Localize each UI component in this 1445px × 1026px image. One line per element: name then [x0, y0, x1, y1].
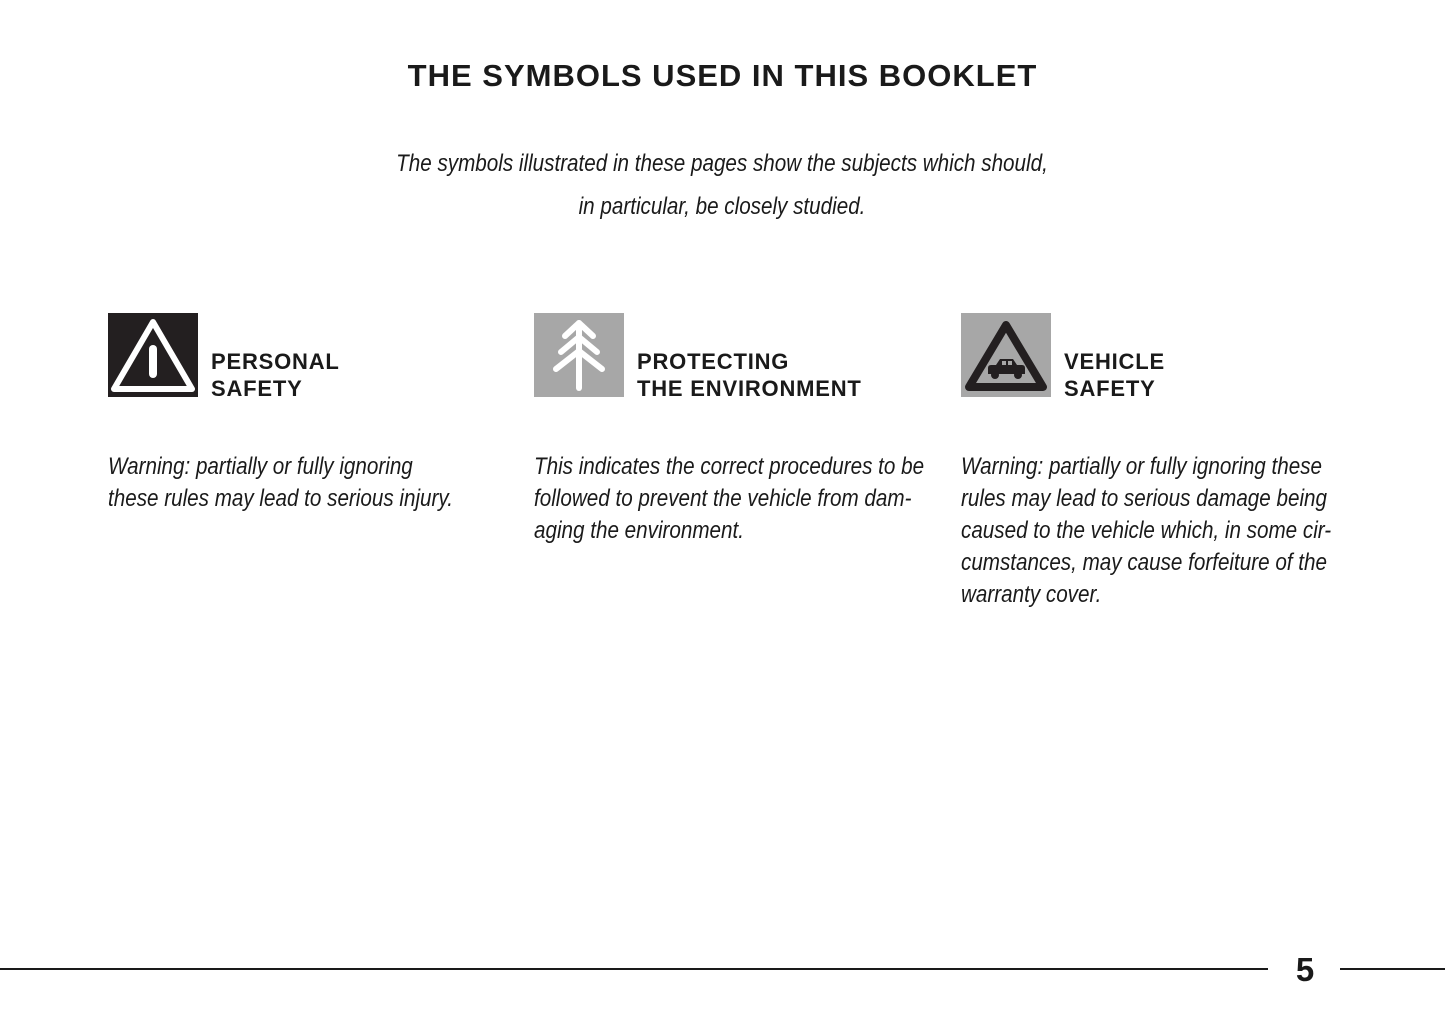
description-line: Warning: partially or fully ignoring these — [961, 453, 1322, 480]
description-line: This indicates the correct procedures to be — [534, 453, 925, 480]
symbol-vehicle-safety — [961, 313, 1361, 608]
symbol-header — [961, 313, 1361, 401]
page-number: 5 — [1295, 951, 1315, 988]
description-line: cumstances, may cause forfeiture of the — [961, 549, 1327, 576]
symbol-heading-line: PERSONAL — [211, 349, 340, 374]
description-line: warranty cover. — [961, 581, 1102, 608]
description-line: these rules may lead to serious injury. — [108, 485, 453, 512]
description-line: rules may lead to serious damage being — [961, 485, 1327, 512]
symbol-header — [108, 313, 508, 401]
description-line: Warning: partially or fully ignoring — [108, 453, 413, 480]
description-line: followed to prevent the vehicle from dam- — [534, 485, 912, 512]
description-line: caused to the vehicle which, in some cir- — [961, 517, 1332, 544]
page-title: THE SYMBOLS USED IN THIS BOOKLET — [407, 58, 1038, 93]
symbol-heading-line: PROTECTING — [637, 349, 790, 374]
warning-triangle-icon — [108, 313, 198, 397]
intro-line: The symbols illustrated in these pages show the subjects which should, — [396, 150, 1048, 177]
description-line: aging the environment. — [534, 517, 744, 544]
symbol-heading-line: SAFETY — [211, 376, 303, 401]
symbol-protecting-environment — [534, 313, 934, 544]
symbol-heading — [637, 348, 862, 402]
car-warning-triangle-icon — [961, 313, 1051, 397]
symbol-description — [961, 451, 1331, 611]
symbol-heading-line: VEHICLE — [1064, 349, 1165, 374]
intro-line: in particular, be closely studied. — [578, 193, 866, 220]
symbol-heading-line: SAFETY — [1064, 376, 1156, 401]
footer-rule-right — [1340, 968, 1445, 970]
symbol-heading — [1064, 348, 1165, 402]
symbol-heading — [211, 348, 340, 402]
symbol-heading-line: THE ENVIRONMENT — [637, 376, 862, 401]
intro-text — [378, 142, 1066, 228]
tree-arrow-icon — [534, 313, 624, 397]
footer-rule-left — [0, 968, 1268, 970]
symbol-description — [534, 451, 925, 547]
symbol-personal-safety — [108, 313, 508, 512]
symbol-description — [108, 451, 478, 515]
symbol-header — [534, 313, 934, 401]
